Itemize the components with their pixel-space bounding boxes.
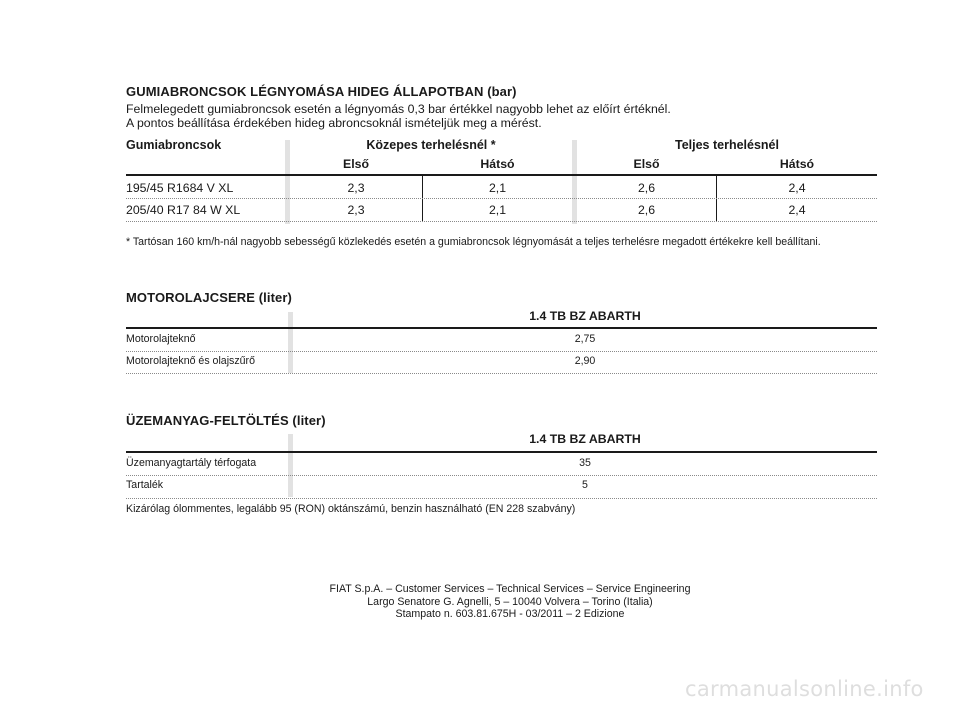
tire-row-1-medium-front: 2,3 [347,181,365,195]
oil-section-title: MOTOROLAJCSERE (liter) [126,290,292,305]
fuel-row-2-label: Tartalék [126,479,164,491]
tire-header-rule [126,174,877,176]
oil-row-2-value: 2,90 [574,355,596,367]
fuel-engine-header: 1.4 TB BZ ABARTH [529,432,641,446]
site-watermark: carmanualsonline.info [685,677,924,701]
tire-row-1-full-rear: 2,4 [788,181,806,195]
fuel-row-1-value: 35 [579,457,591,469]
tire-row-2-full-front: 2,6 [637,203,656,217]
fuel-row-1-label: Üzemanyagtartály térfogata [126,457,257,469]
medium-load-header: Közepes terhelésnél * [366,138,496,152]
full-load-header: Teljes terhelésnél [675,138,779,152]
fuel-row-2-value: 5 [582,479,588,491]
tire-row-2-medium-rear: 2,1 [488,203,507,217]
tire-intro-line-1: Felmelegedett gumiabroncsok esetén a légnyomás 0,3 bar értékkel nagyobb lehet az előírt értéknél. [126,102,671,116]
fuel-header-rule [126,451,877,453]
fuel-section-title: ÜZEMANYAG-FELTÖLTÉS (liter) [126,413,326,428]
oil-engine-header: 1.4 TB BZ ABARTH [529,309,641,323]
oil-row-1-label: Motorolajteknő [126,333,196,345]
medium-front-header: Első [343,157,369,171]
footer-line-3: Stampato n. 603.81.675H - 03/2011 – 2 Edizione [395,608,625,620]
oil-row-1-value: 2,75 [574,333,596,345]
full-rear-header: Hátsó [779,157,815,171]
oil-row-divider [126,351,877,352]
tire-row-2-medium-front: 2,3 [347,203,365,217]
tire-row-1-medium-rear: 2,1 [488,181,507,195]
fuel-table-bottom-rule [126,498,877,499]
tire-section-title: GUMIABRONCSOK LÉGNYOMÁSA HIDEG ÁLLAPOTBAN (bar) [126,84,517,99]
footer-line-2: Largo Senatore G. Agnelli, 5 – 10040 Volvera – Torino (Italia) [367,595,653,608]
publisher-footer [260,583,760,621]
footer-line-1: FIAT S.p.A. – Customer Services – Technical Services – Service Engineering [329,583,691,595]
tire-row-divider [126,198,877,199]
tire-table-bottom-rule [126,221,877,222]
tire-row-2-size: 205/40 R17 84 W XL [126,203,241,217]
tire-row-1-size: 195/45 R1684 V XL [126,181,234,195]
oil-table-bottom-rule [126,373,877,374]
oil-row-2-label: Motorolajteknő és olajszűrő [126,355,255,367]
fuel-note: Kizárólag ólommentes, legalább 95 (RON) oktánszámú, benzin használható (EN 228 szabvány) [126,503,576,515]
tire-row-1-full-front: 2,6 [637,181,656,195]
medium-rear-header: Hátsó [480,157,515,171]
fuel-row-divider [126,475,877,476]
tire-footnote: * Tartósan 160 km/h-nál nagyobb sebességű közlekedés esetén a gumiabroncsok légnyomását a teljes terhelésre megadott értékekre kell beállítani. [126,236,821,248]
oil-header-rule [126,327,877,329]
tire-row-2-full-rear: 2,4 [788,203,806,217]
tire-intro-line-2: A pontos beállítása érdekében hideg abroncsoknál ismételjük meg a mérést. [126,116,542,130]
tire-col-header: Gumiabroncsok [126,138,222,152]
full-front-header: Első [633,157,660,171]
